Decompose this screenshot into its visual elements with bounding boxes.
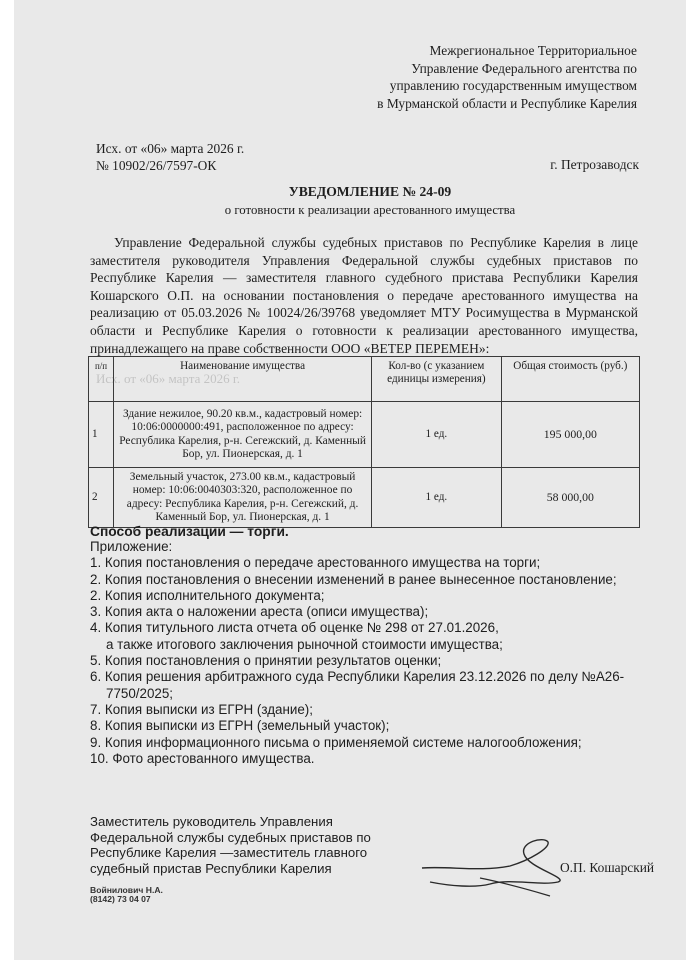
appendix-item-continuation: 7750/2025; [106, 685, 174, 701]
appendix-item: 7. Копия выписки из ЕГРН (здание); [90, 701, 313, 717]
appendix-item-continuation: а также итогового заключения рыночной стоимости имущества; [106, 636, 503, 652]
addressee-line: управлению государственным имуществом [389, 78, 637, 93]
executor-phone: (8142) 73 04 07 [90, 894, 151, 904]
executor-name: Войнилович Н.А. [90, 885, 163, 895]
appendix-item: 2. Копия постановления о внесении изменений в ранее вынесенное постановление; [90, 571, 617, 587]
row-name: Здание нежилое, 90.20 кв.м., кадастровый номер: 10:06:0000000:491, расположенное по адресу: Республика Карелия, р-н. Сегежский, д. Каменный Бор, ул. Пионерская, д. 1 [114, 402, 372, 468]
addressee-block [345, 42, 637, 112]
header-number: п/п [89, 357, 114, 402]
table-row [89, 402, 640, 468]
appendix-item: 4. Копия титульного листа отчета об оценке № 298 от 27.01.2026, [90, 620, 499, 636]
signer-position-line: Заместитель руководитель Управления [90, 814, 333, 829]
appendix-item: 1. Копия постановления о передаче арестованного имущества на торги; [90, 555, 541, 571]
row-name: Земельный участок, 273.00 кв.м., кадастровый номер: 10:06:0040303:320, расположенное по адресу: Республика Карелия, р-н. Сегежский, д. Каменный Бор, ул. Пионерская, д. 1 [114, 468, 372, 528]
signer-position [90, 814, 371, 876]
signer-position-line: Федеральной службы судебных приставов по [90, 829, 371, 845]
appendix-item: 9. Копия информационного письма о применяемой системе налогообложения; [90, 734, 582, 750]
appendix-item: 3. Копия акта о наложении ареста (описи имущества); [90, 604, 429, 620]
outgoing-date: Исх. от «06» марта 2026 г. [96, 141, 245, 156]
row-cost: 195 000,00 [501, 402, 639, 468]
addressee-line: Межрегиональное Территориальное [429, 43, 637, 58]
notice-body: Управление Федеральной службы судебных приставов по Республике Карелия в лице заместителя руководителя Управления Федеральной службы судебных приставов по Республике Карелия — заместителя главного судебного пристава Республики Карелия Кошарского О.П. на основании постановления о передаче арестованного имущества на реализацию от 05.03.2026 № 10024/26/39768 уведомляет МТУ Росимущества в Мурманской области и Республике Карелия о готовности к реализации арестованного имущества, принадлежащего на праве собственности ООО «ВЕТЕР ПЕРЕМЕН»: [90, 235, 638, 356]
signer-position-line: судебный пристав Республики Карелия [90, 860, 332, 876]
sale-method: Способ реализации — торги. [90, 524, 289, 539]
appendix-item: 8. Копия выписки из ЕГРН (земельный участок); [90, 718, 390, 734]
row-cost: 58 000,00 [501, 468, 639, 528]
appendix-item: 5. Копия постановления о принятии результатов оценки; [90, 653, 442, 669]
outgoing-number: № 10902/26/7597-ОК [96, 158, 217, 173]
row-number: 1 [89, 402, 114, 468]
row-qty: 1 ед. [372, 402, 502, 468]
signer-name: О.П. Кошарский [560, 860, 655, 875]
show-through-ghost: Исх. от «06» марта 2026 г. [96, 371, 240, 386]
notice-title: УВЕДОМЛЕНИЕ № 24-09 [288, 184, 452, 199]
signer-position-line: Республике Карелия —заместитель главного [90, 845, 368, 861]
appendix-item: 10. Фото арестованного имущества. [90, 750, 315, 766]
appendix-list [90, 539, 650, 767]
table-row [89, 468, 640, 528]
addressee-line: в Мурманской области и Республике Карелия [377, 95, 637, 111]
header-qty: Кол-во (с указанием единицы измерения) [372, 357, 502, 402]
addressee-line: Управление Федерального агентства по [411, 60, 637, 76]
handwritten-signature [420, 838, 580, 898]
row-qty: 1 ед. [372, 468, 502, 528]
property-table [88, 356, 640, 528]
table-header-row [89, 357, 640, 402]
header-cost: Общая стоимость (руб.) [501, 357, 639, 402]
executor-info [90, 886, 163, 904]
notice-subtitle: о готовности к реализации арестованного имущества [224, 203, 516, 217]
appendix-item: 2. Копия исполнительного документа; [90, 587, 325, 603]
appendix-heading: Приложение: [90, 539, 173, 554]
outgoing-info [96, 140, 244, 174]
header-name: Наименование имущества [114, 357, 372, 402]
row-number: 2 [89, 468, 114, 528]
city: г. Петрозаводск [550, 157, 639, 172]
appendix-item: 6. Копия решения арбитражного суда Республики Карелия 23.12.2026 по делу №А26- [90, 669, 625, 685]
